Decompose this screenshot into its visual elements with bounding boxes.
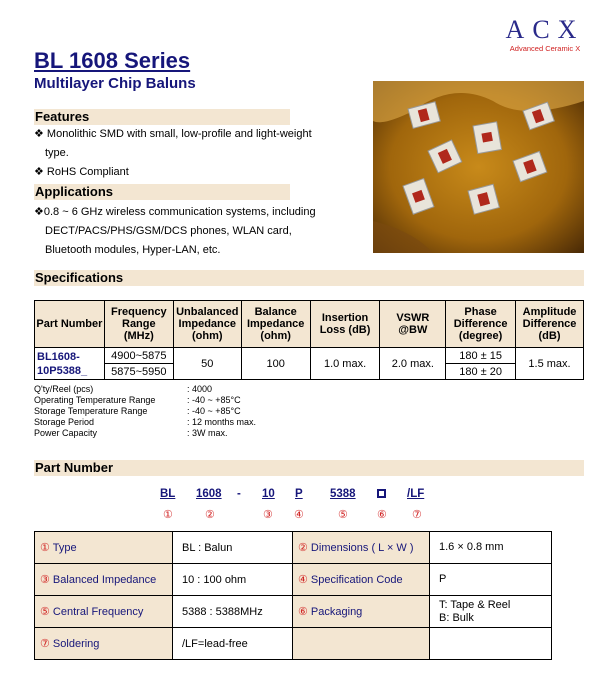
code-separator: - <box>237 488 241 500</box>
table-row <box>35 628 552 660</box>
notes-labels <box>34 384 155 439</box>
logo-subtext: Advanced Ceramic X <box>509 44 581 53</box>
col-header: Amplitude Difference (dB) <box>516 301 584 348</box>
phase-cell: 180 ± 15 <box>446 348 516 364</box>
features-heading: Features <box>34 109 290 125</box>
note-value: : -40 ~ +85°C <box>187 395 241 405</box>
notes-values <box>187 384 256 439</box>
specifications-table <box>34 300 584 380</box>
row-value: 10 : 100 ohm <box>173 564 293 596</box>
col-header: Unbalanced Impedance (ohm) <box>173 301 241 348</box>
phase-cell: 180 ± 20 <box>446 364 516 380</box>
feature-item-cont: type. <box>45 147 69 159</box>
row-label: ⑦ Soldering <box>35 628 173 660</box>
part-number-heading: Part Number <box>34 460 584 476</box>
acx-logo <box>500 16 590 53</box>
row-value: /LF=lead-free <box>173 628 293 660</box>
code-index: ③ <box>263 509 273 521</box>
vswr-cell: 2.0 max. <box>380 348 446 380</box>
code-segment: P <box>295 488 303 500</box>
col-header: Insertion Loss (dB) <box>310 301 380 348</box>
col-header: VSWR @BW <box>380 301 446 348</box>
part-number-cell: BL1608-10P5388_ <box>35 348 105 380</box>
note-value: : 12 months max. <box>187 417 257 427</box>
logo-text: ACX <box>505 15 585 44</box>
code-index: ⑥ <box>377 509 387 521</box>
note-label: Power Capacity <box>34 428 98 438</box>
row-value: BL : Balun <box>173 532 293 564</box>
row-value <box>430 628 552 660</box>
row-label: ③ Balanced Impedance <box>35 564 173 596</box>
page-subtitle: Multilayer Chip Baluns <box>34 75 196 92</box>
note-value: : 4000 <box>187 384 213 394</box>
row-label: ② Dimensions ( L × W ) <box>293 532 430 564</box>
packaging-box-icon <box>377 488 386 500</box>
note-label: Storage Period <box>34 417 95 427</box>
row-label: ④ Specification Code <box>293 564 430 596</box>
note-label: Q'ty/Reel (pcs) <box>34 384 94 394</box>
table-row <box>35 596 552 628</box>
amplitude-cell: 1.5 max. <box>516 348 584 380</box>
row-label: ① Type <box>35 532 173 564</box>
row-label <box>293 628 430 660</box>
feature-item: ❖ Monolithic SMD with small, low-profile and light-weight <box>34 128 312 140</box>
page-title: BL 1608 Series <box>34 48 191 73</box>
frequency-cell: 5875~5950 <box>104 364 173 380</box>
application-line: Bluetooth modules, Hyper-LAN, etc. <box>45 244 221 256</box>
applications-heading: Applications <box>34 184 290 200</box>
note-value: : 3W max. <box>187 428 228 438</box>
row-value: P <box>430 564 552 596</box>
col-header: Balance Impedance (ohm) <box>241 301 310 348</box>
code-segment: 10 <box>262 488 275 500</box>
table-row <box>35 564 552 596</box>
balance-cell: 100 <box>241 348 310 380</box>
note-label: Storage Temperature Range <box>34 406 148 416</box>
chip <box>473 122 501 154</box>
row-label: ⑥ Packaging <box>293 596 430 628</box>
code-index: ④ <box>294 509 304 521</box>
code-segment: BL <box>160 488 176 500</box>
col-header: Part Number <box>35 301 105 348</box>
specifications-heading: Specifications <box>34 270 584 286</box>
product-photo <box>373 81 584 253</box>
unbalanced-cell: 50 <box>173 348 241 380</box>
col-header: Frequency Range (MHz) <box>104 301 173 348</box>
application-line: ❖0.8 ~ 6 GHz wireless communication systems, including <box>34 206 316 218</box>
row-label: ⑤ Central Frequency <box>35 596 173 628</box>
table-row <box>35 532 552 564</box>
feature-item: ❖ RoHS Compliant <box>34 166 129 178</box>
code-index: ② <box>205 509 215 521</box>
code-segment: 5388 <box>330 488 356 500</box>
row-value: T: Tape & Reel B: Bulk <box>430 596 552 628</box>
frequency-cell: 4900~5875 <box>104 348 173 364</box>
code-segment: /LF <box>407 488 425 500</box>
row-value: 5388 : 5388MHz <box>173 596 293 628</box>
note-label: Operating Temperature Range <box>34 395 156 405</box>
code-segment: 1608 <box>196 488 222 500</box>
code-index: ① <box>163 509 173 521</box>
application-line: DECT/PACS/PHS/GSM/DCS phones, WLAN card, <box>45 225 292 237</box>
insertion-loss-cell: 1.0 max. <box>310 348 380 380</box>
note-value: : -40 ~ +85°C <box>187 406 241 416</box>
code-index: ⑦ <box>412 509 422 521</box>
row-value: 1.6 × 0.8 mm <box>430 532 552 564</box>
code-index: ⑤ <box>338 509 348 521</box>
col-header: Phase Difference (degree) <box>446 301 516 348</box>
part-number-table <box>34 531 552 660</box>
